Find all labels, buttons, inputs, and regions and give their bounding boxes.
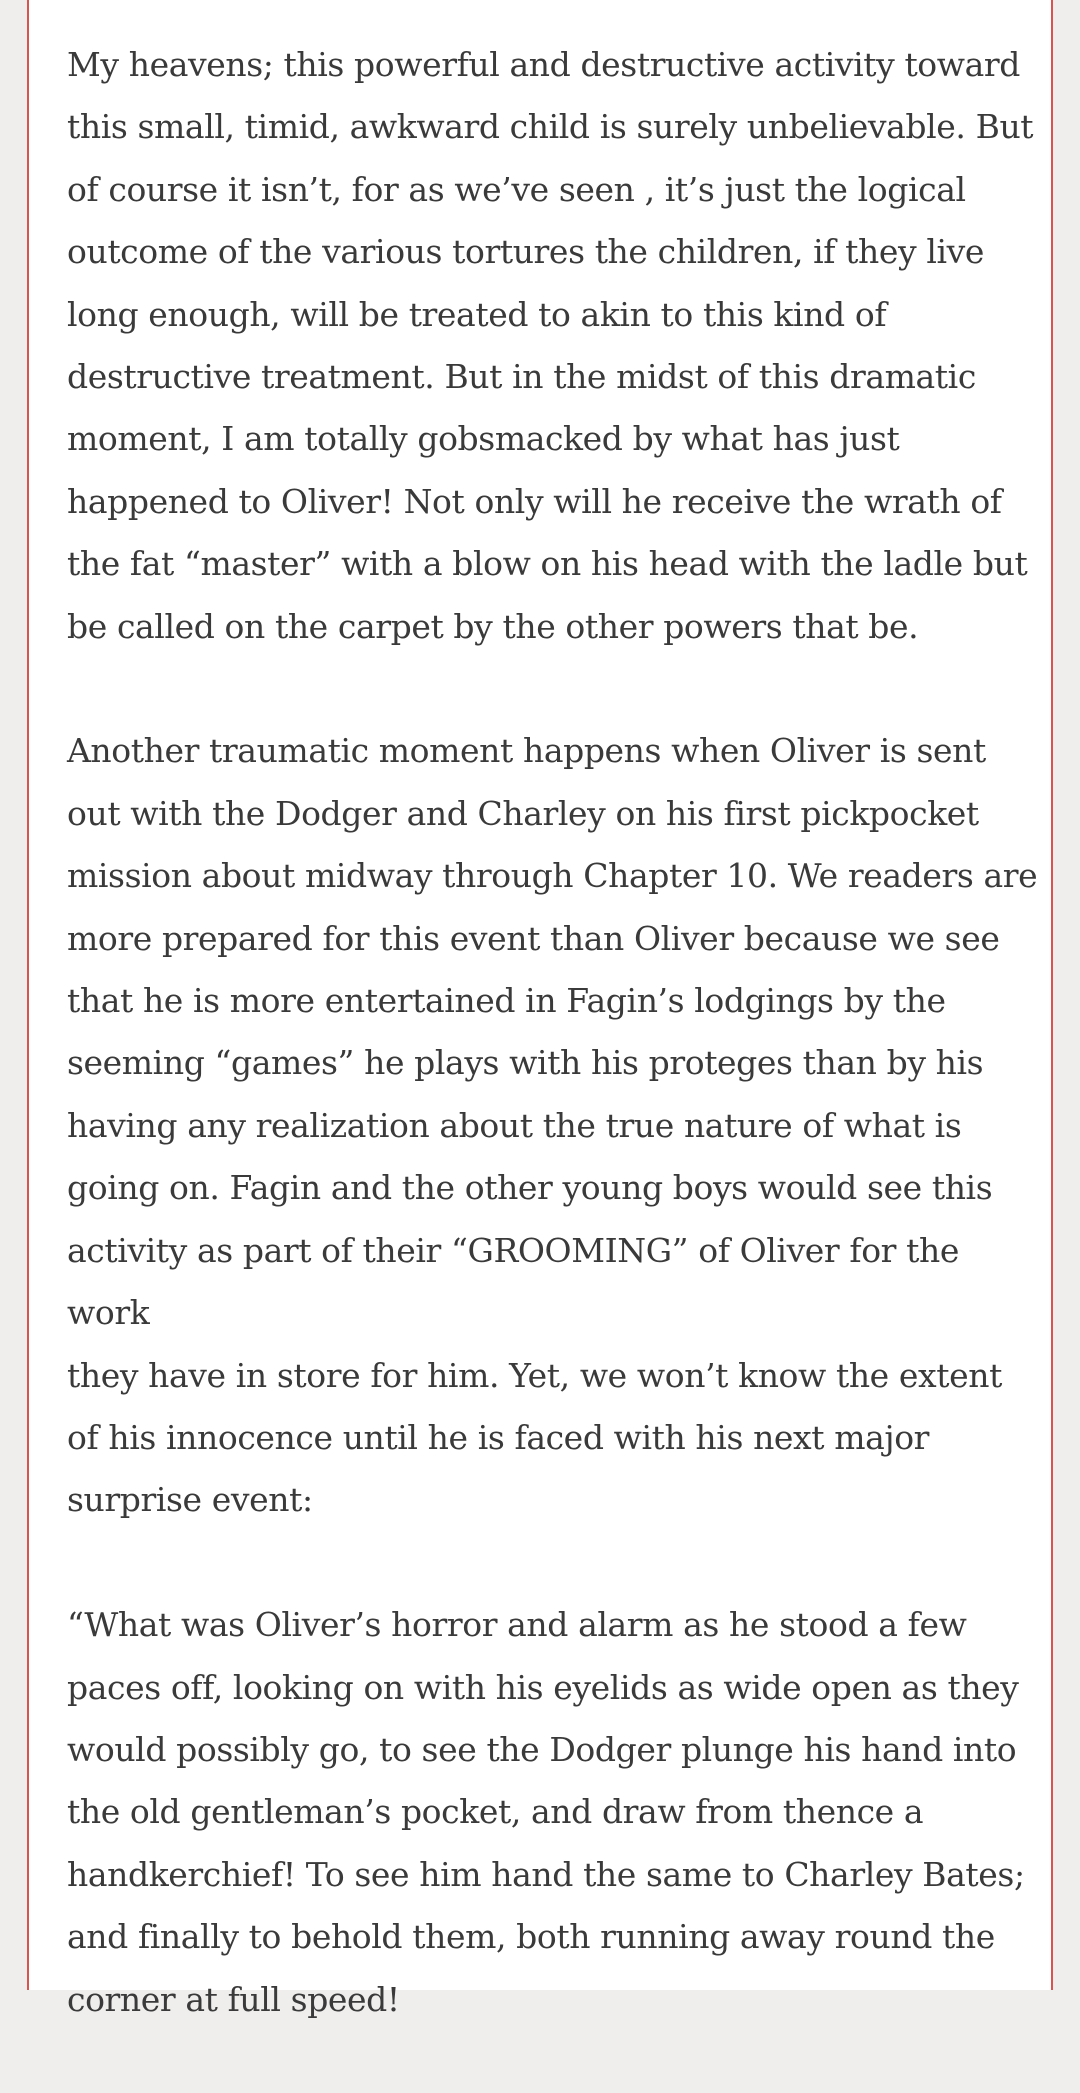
article-body [67, 34, 1047, 2093]
paragraph-2: Another traumatic moment happens when Oliver is sent out with the Dodger and Charley on his first pickpocket mission about midway through Chapter 10. We readers are more prepared for this event than Oliver because we see that he is more entertained in Fagin’s lodgings by the seeming “games” he plays with his proteges than by his having any realization about the true nature of what is going on. Fagin and the other young boys would see this activity as part of their “GROOMING” of Oliver for the work they have in store for him. Yet, we won’t know the extent of his innocence until he is faced with his next major surprise event: [67, 731, 1038, 1520]
article-card [27, 0, 1053, 2019]
paragraph-3-quote: “What was Oliver’s horror and alarm as he stood a few paces off, looking on with his eyelids as wide open as they would possibly go, to see the Dodger plunge his hand into the old gentleman’s pocket, and draw from thence a handkerchief! To see him hand the same to Charley Bates; and finally to behold them, both running away round the corner at full speed! [67, 1605, 1025, 2019]
paragraph-1: My heavens; this powerful and destructive activity toward this small, timid, awkward child is surely unbelievable. But of course it isn’t, for as we’ve seen , it’s just the logical outcome of the various tortures the children, if they live long enough, will be treated to akin to this kind of destructive treatment. But in the midst of this dramatic moment, I am totally gobsmacked by what has just happened to Oliver! Not only will he receive the wrath of the fat “master” with a blow on his head with the ladle but be called on the carpet by the other powers that be. [67, 45, 1034, 646]
